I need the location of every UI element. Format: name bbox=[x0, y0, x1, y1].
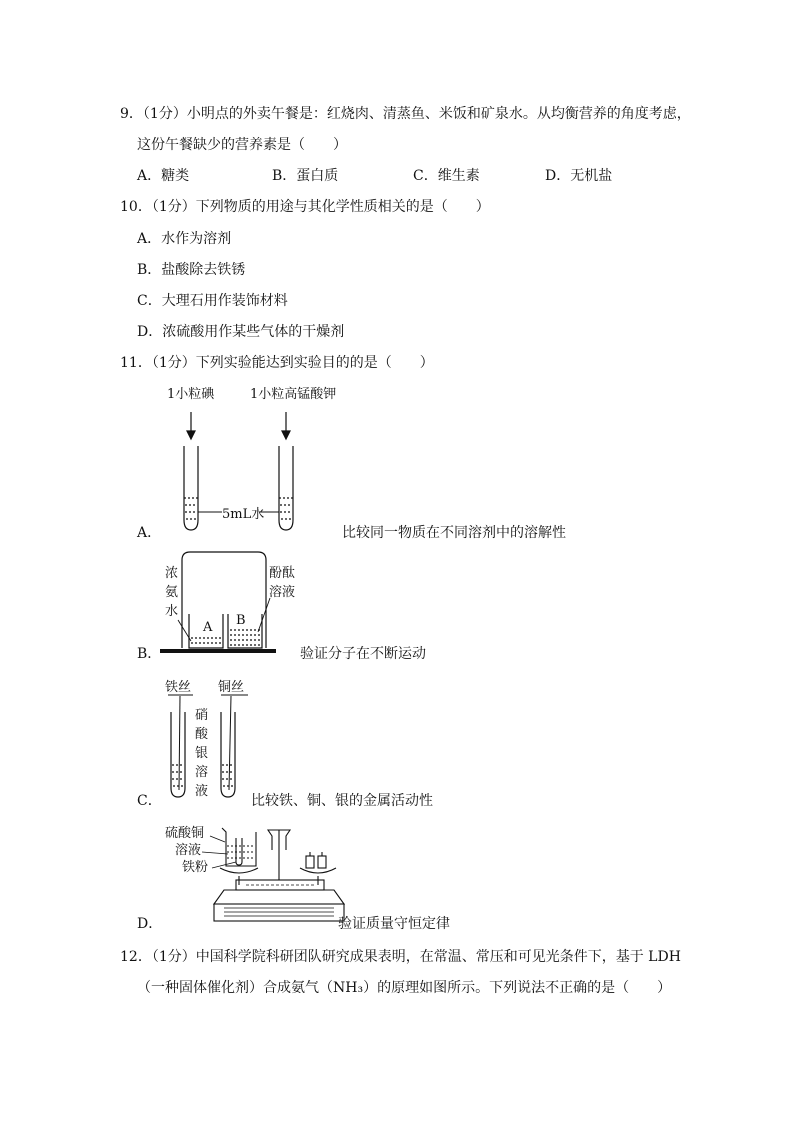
q11-stem: 11．（1分）下列实验能达到实验目的的是（ ） bbox=[120, 355, 434, 371]
label-phenolphthalein: 酚酞 溶液 bbox=[269, 566, 296, 600]
q11-caption-b: 验证分子在不断运动 bbox=[300, 646, 426, 662]
q9-option-c[interactable]: C．维生素 bbox=[413, 168, 480, 184]
label-copper-sulfate: 硫酸铜 溶液 铁粉 bbox=[165, 826, 209, 875]
q10-option-a[interactable]: A．水作为溶剂 bbox=[137, 231, 232, 247]
label-iron-wire: 铁丝 bbox=[165, 680, 192, 695]
label-ammonia: 浓 氨 水 bbox=[165, 566, 179, 619]
weight-icon bbox=[306, 856, 314, 868]
beaker-copper-sulfate bbox=[222, 828, 256, 866]
label-copper-wire: 铜丝 bbox=[218, 680, 245, 695]
beaker-a-label: A bbox=[203, 620, 213, 635]
q9-option-a[interactable]: A．糖类 bbox=[137, 168, 190, 184]
q11-option-c[interactable]: C． bbox=[137, 793, 162, 809]
balance-left-pan bbox=[220, 868, 258, 873]
beaker-b-label: B bbox=[236, 613, 246, 628]
q12-stem-line2: （一种固体催化剂）合成氨气（NH₃）的原理如图所示。下列说法不正确的是（ ） bbox=[137, 980, 672, 996]
label-iodine: 1小粒碘 bbox=[167, 387, 215, 402]
q9-option-b[interactable]: B．蛋白质 bbox=[272, 168, 339, 184]
label-silver-nitrate: 硝 酸 银 溶 液 bbox=[195, 708, 209, 799]
q11-option-d[interactable]: D． bbox=[137, 916, 163, 932]
q9-stem-line1: 9．（1分）小明点的外卖午餐是：红烧肉、清蒸鱼、米饭和矿泉水。从均衡营养的角度考虑， bbox=[120, 106, 691, 122]
q10-stem: 10．（1分）下列物质的用途与其化学性质相关的是（ ） bbox=[120, 199, 490, 215]
balance-beam bbox=[236, 880, 324, 890]
q11-caption-c: 比较铁、铜、银的金属活动性 bbox=[251, 793, 433, 809]
label-kmno4: 1小粒高锰酸钾 bbox=[250, 387, 337, 402]
q9-stem-line2: 这份午餐缺少的营养素是（ ） bbox=[137, 137, 347, 153]
q11-caption-a: 比较同一物质在不同溶剂中的溶解性 bbox=[342, 525, 566, 541]
q10-option-d[interactable]: D．浓硫酸用作某些气体的干燥剂 bbox=[137, 324, 345, 340]
balance-base bbox=[214, 890, 344, 904]
q11-option-a[interactable]: A． bbox=[137, 525, 162, 541]
q10-option-c[interactable]: C．大理石用作装饰材料 bbox=[137, 293, 288, 309]
weight-icon bbox=[318, 856, 326, 868]
q11-option-b[interactable]: B． bbox=[137, 646, 162, 662]
balance-right-pan bbox=[300, 868, 336, 873]
q11-caption-d: 验证质量守恒定律 bbox=[338, 916, 450, 932]
q12-stem-line1: 12．（1分）中国科学院科研团队研究成果表明，在常温、常压和可见光条件下，基于 LDH bbox=[120, 949, 681, 965]
q10-option-b[interactable]: B．盐酸除去铁锈 bbox=[137, 262, 246, 278]
label-water: 5mL水 bbox=[222, 507, 265, 522]
q9-option-d[interactable]: D．无机盐 bbox=[545, 168, 613, 184]
